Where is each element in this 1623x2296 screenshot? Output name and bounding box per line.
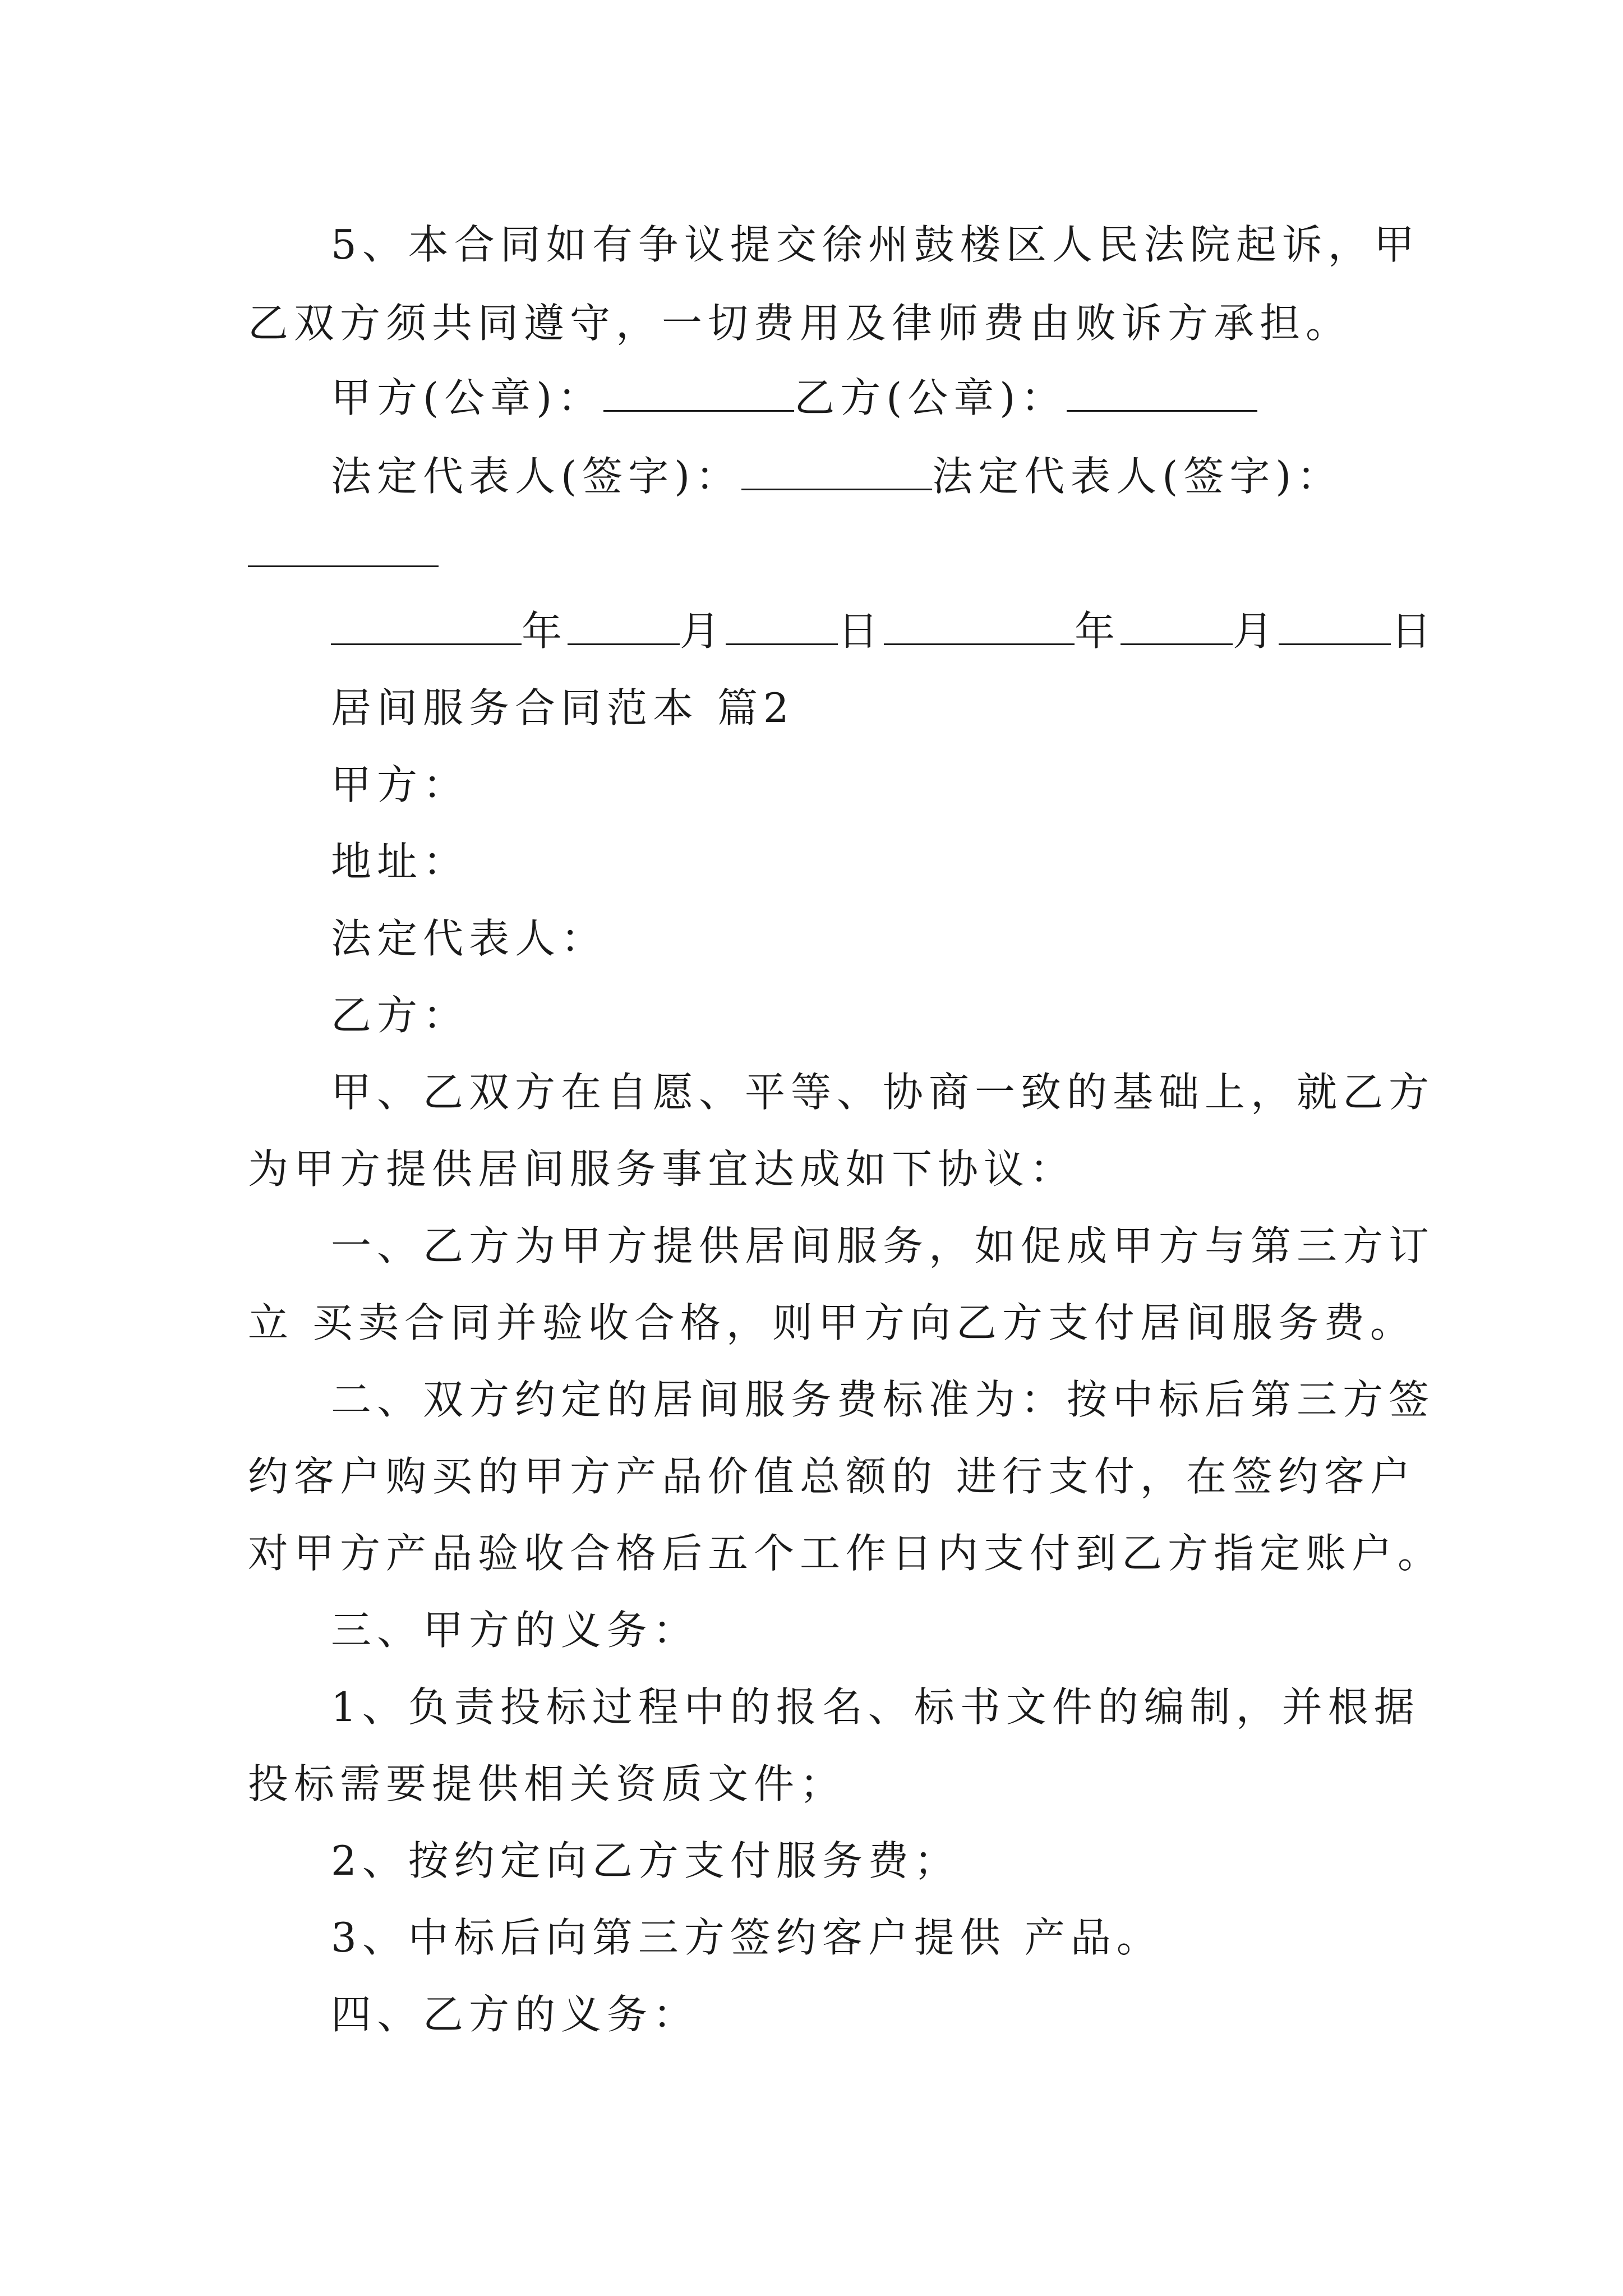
year-label-a: 年 <box>522 608 568 655</box>
section-title: 居间服务合同范本 篇2 <box>331 684 795 731</box>
article-2-line-1: 二、双方约定的居间服务费标准为：按中标后第三方签 <box>331 1376 1435 1423</box>
party-a-seal-blank <box>603 372 794 412</box>
article-2-line-3: 对甲方产品验收合格后五个工作日内支付到乙方指定账户。 <box>248 1530 1444 1577</box>
article-3-heading: 三、甲方的义务： <box>331 1607 699 1654</box>
party-b-day-blank <box>1279 605 1391 645</box>
party-a-rep-blank <box>741 450 932 490</box>
article-3-item-1-line-1: 1、负责投标过程中的报名、标书文件的编制，并根据 <box>331 1683 1420 1731</box>
party-a-seal-label: 甲方(公章)： <box>331 374 604 421</box>
party-a-rep-label: 法定代表人(签字)： <box>331 453 742 500</box>
party-b-rep-label: 法定代表人(签字)： <box>932 453 1343 500</box>
day-label-a: 日 <box>838 608 884 655</box>
address-field: 地址： <box>331 838 469 885</box>
month-label-a: 月 <box>680 608 726 655</box>
party-b-rep-blank <box>248 527 439 567</box>
party-a-month-blank <box>568 605 680 645</box>
party-a-year-blank <box>331 605 522 645</box>
article-1-line-2: 立 买卖合同并验收合格，则甲方向乙方支付居间服务费。 <box>248 1299 1416 1346</box>
article-2-line-2: 约客户购买的甲方产品价值总额的 进行支付，在签约客户 <box>248 1453 1416 1500</box>
article-3-item-1-line-2: 投标需要提供相关资质文件； <box>248 1760 846 1807</box>
party-b-seal-label: 乙方(公章)： <box>794 374 1067 421</box>
day-label-b: 日 <box>1391 608 1437 655</box>
article-3-item-3: 3、中标后向第三方签约客户提供 产品。 <box>331 1914 1163 1961</box>
representative-b-blank-row <box>248 525 439 581</box>
legal-representative-field: 法定代表人： <box>331 915 607 962</box>
party-b-seal-blank <box>1067 372 1257 412</box>
party-a-day-blank <box>726 605 838 645</box>
preamble-line-1: 甲、乙双方在自愿、平等、协商一致的基础上，就乙方 <box>331 1069 1435 1116</box>
preamble-line-2: 为甲方提供居间服务事宜达成如下协议： <box>248 1145 1076 1193</box>
clause-5-line-1: 5、本合同如有争议提交徐州鼓楼区人民法院起诉，甲 <box>331 221 1420 268</box>
party-b-month-blank <box>1121 605 1233 645</box>
date-row <box>331 603 1437 659</box>
seal-row <box>331 370 1257 426</box>
year-label-b: 年 <box>1075 608 1121 655</box>
article-4-heading: 四、乙方的义务： <box>331 1991 699 2038</box>
clause-5-line-2: 乙双方须共同遵守，一切费用及律师费由败诉方承担。 <box>248 300 1352 347</box>
party-a-field: 甲方： <box>331 761 469 808</box>
article-1-line-1: 一、乙方为甲方提供居间服务，如促成甲方与第三方订 <box>331 1222 1435 1269</box>
article-3-item-2: 2、按约定向乙方支付服务费； <box>331 1837 960 1884</box>
month-label-b: 月 <box>1233 608 1279 655</box>
party-b-field: 乙方： <box>331 992 469 1039</box>
representative-row <box>331 448 1343 504</box>
party-b-year-blank <box>884 605 1075 645</box>
